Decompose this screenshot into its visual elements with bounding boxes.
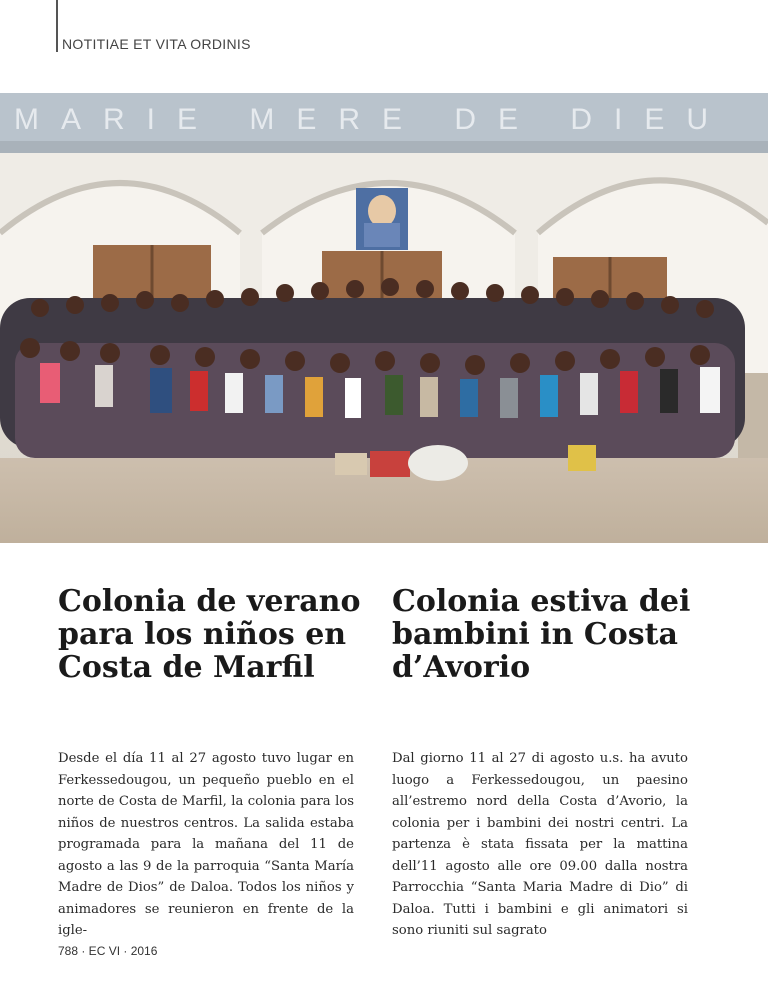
- section-label: NOTITIAE ET VITA ORDINIS: [62, 36, 251, 52]
- group-photo: [0, 93, 768, 543]
- article-body-it: Dal giorno 11 al 27 di agosto u.s. ha avuto luogo a Ferkessedougou, un paesino all’estremo nord della Costa d’Avorio, la colonia per i bambini dei nostri centri. La partenza è stata fissata per la mattina dell’11 agosto alle ore 09.00 dalla nostra Parrocchia “Santa Maria Madre di Dio” di Daloa. Tutti i bambini e gli animatori si sono riuniti sul sagrato: [392, 751, 688, 938]
- header-rule: [56, 0, 58, 52]
- article-body-es: Desde el día 11 al 27 agosto tuvo lugar en Ferkessedougou, un pequeño pueblo en el norte de Costa de Marfil, la colonia para los niños de nuestros centros. La salida estaba programada para la mañana del 11 de agosto a las 9 de la parroquia “Santa María Madre de Dios” de Daloa. Todos los niños y animadores se reunieron en frente de la igle-: [58, 751, 354, 938]
- article-title-es: Colonia de verano para los niños en Costa de Marfil: [58, 584, 361, 685]
- article-title-it: Colonia estiva dei bambini in Costa d’Avorio: [392, 584, 691, 685]
- page-footer: 788 · EC VI · 2016: [58, 944, 158, 958]
- facade-sign: MARIE MERE DE DIEU: [14, 103, 731, 136]
